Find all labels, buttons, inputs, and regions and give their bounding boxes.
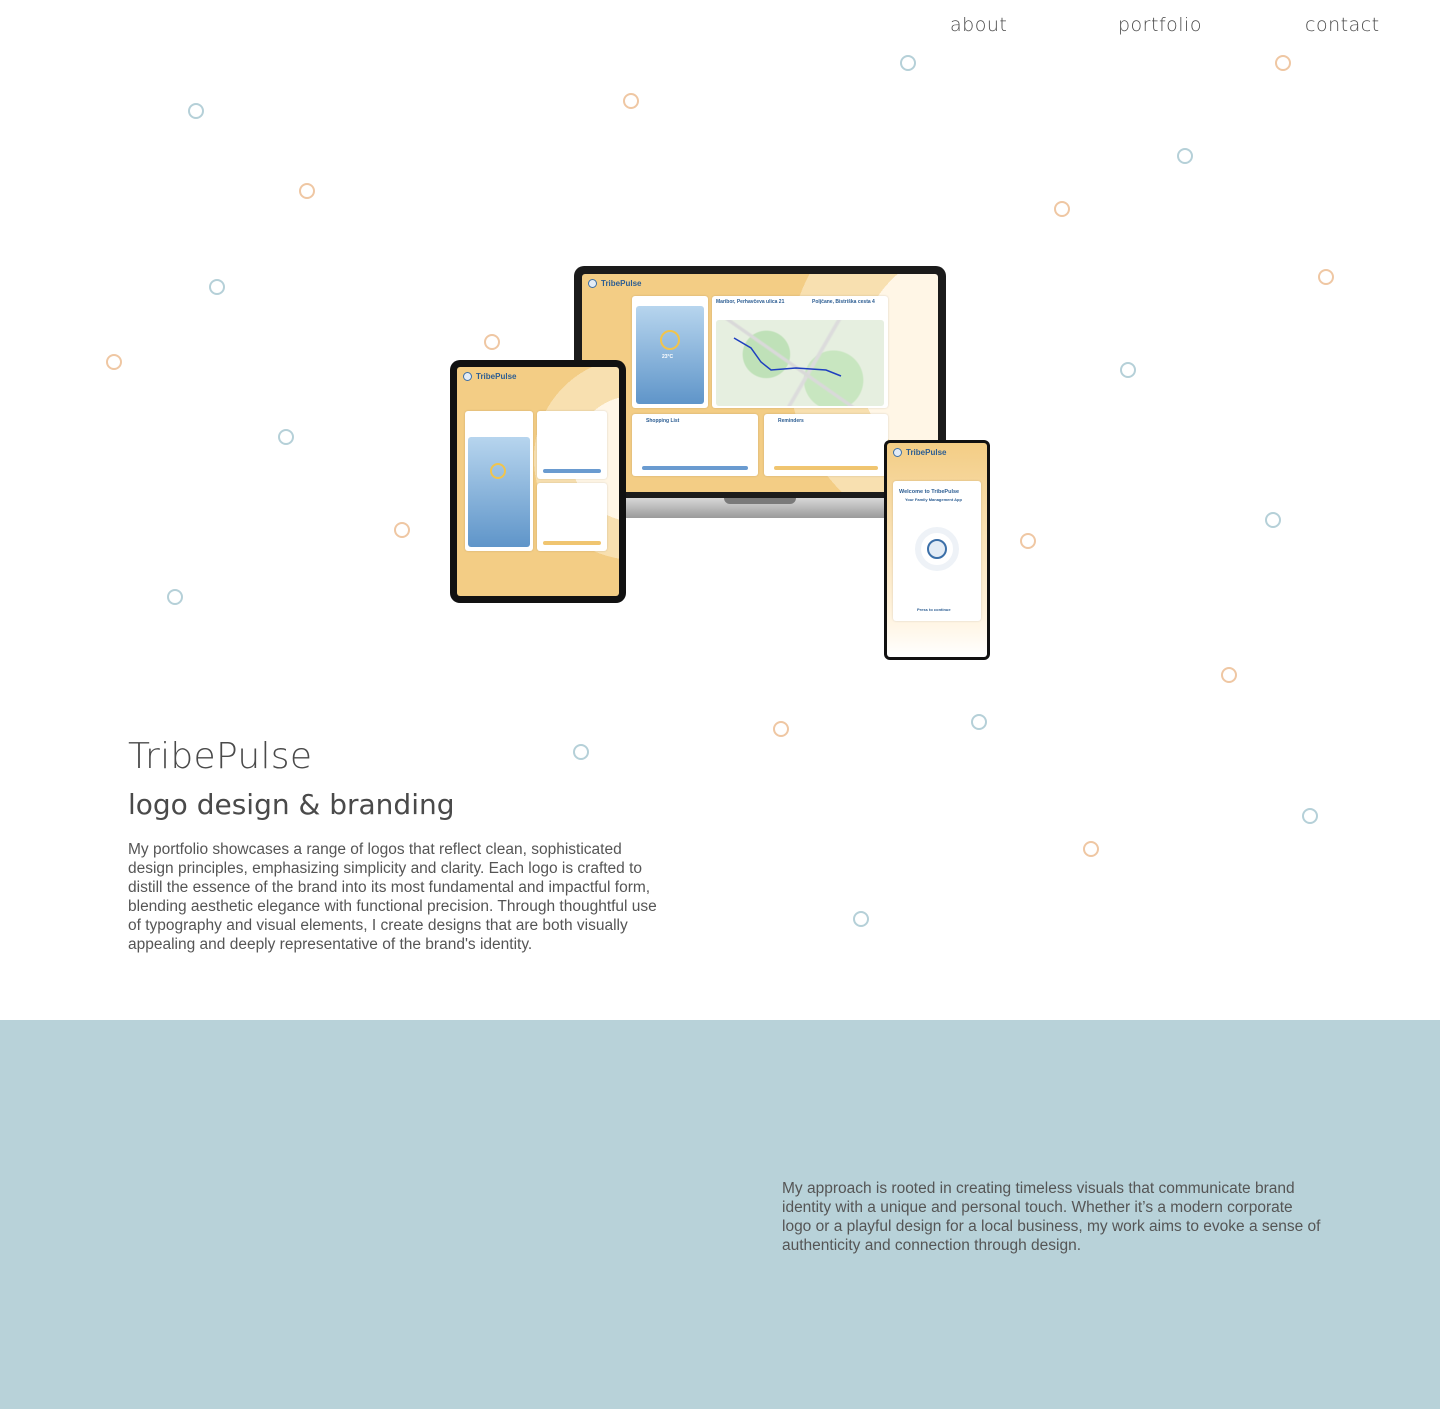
weather-panel [632,296,708,408]
decorative-circle [1275,55,1291,71]
decorative-circle [1318,269,1334,285]
shopping-panel [537,411,607,479]
decorative-circle [299,183,315,199]
weather-card [468,437,530,547]
route-panel [712,296,888,408]
shopping-button-bar [642,466,748,470]
tablet-mockup [450,360,626,603]
shopping-panel [632,414,758,476]
project-subtitle: logo design & branding [128,788,455,821]
route-line [716,320,884,406]
nav-portfolio-link[interactable]: portfolio [1118,14,1202,36]
family-icon [927,539,947,559]
phone-mockup [884,440,990,660]
decorative-circle [1083,841,1099,857]
reminders-panel [537,483,607,551]
decorative-circle [106,354,122,370]
approach-section [0,1020,1440,1409]
app-logo-icon [893,448,902,457]
app-logo-text: TribePulse [476,371,517,381]
decorative-circle [573,744,589,760]
project-title: TribePulse [128,736,313,777]
decorative-circle [1120,362,1136,378]
nav-contact-link[interactable]: contact [1305,14,1380,36]
phone-screen [887,443,987,657]
route-from-label: Maribor, Perhavčeva ulica 21 [716,299,785,305]
continue-label: Press to continue [917,607,951,612]
map-view [716,320,884,406]
welcome-card [893,481,981,621]
weather-card [636,306,704,404]
decorative-circle [1177,148,1193,164]
shopping-title: Shopping List [646,418,680,424]
welcome-title: Welcome to TribePulse [899,489,960,495]
app-logo-text: TribePulse [906,447,947,457]
reminders-button-bar [543,541,601,545]
shopping-button-bar [543,469,601,473]
decorative-circle [971,714,987,730]
decorative-circle [1221,667,1237,683]
decorative-circle [167,589,183,605]
app-logo-icon [463,372,472,381]
reminders-button-bar [774,466,878,470]
decorative-circle [773,721,789,737]
device-mockup-image [450,266,995,666]
welcome-tagline: Your Family Management App [905,497,962,502]
nav-about-link[interactable]: about [950,14,1008,36]
route-to-label: Poljčane, Bistriška cesta 4 [812,299,875,305]
app-logo-icon [588,279,597,288]
decorative-circle [278,429,294,445]
main-nav [0,14,1440,44]
temperature-label: 23°C [662,354,674,360]
app-logo-text: TribePulse [601,278,642,288]
decorative-circle [1020,533,1036,549]
decorative-circle [1054,201,1070,217]
sun-icon [660,330,680,350]
weather-panel [465,411,533,551]
decorative-circle [188,103,204,119]
tablet-screen [457,367,619,596]
app-header [457,367,619,385]
decorative-circle [900,55,916,71]
decorative-circle [853,911,869,927]
app-header [582,274,938,292]
decorative-circle [623,93,639,109]
reminders-panel [764,414,888,476]
decorative-circle [1265,512,1281,528]
sun-icon [490,463,506,479]
decorative-circle [394,522,410,538]
reminders-title: Reminders [778,418,804,424]
decorative-circle [209,279,225,295]
approach-description: My approach is rooted in creating timeless visuals that communicate brand identity with a unique and personal touch. Whether it’s a modern corporate logo or a playful design for a local business, my work aims to evoke a sense of authenticity and connection through design. [782,1180,1321,1254]
decorative-circle [1302,808,1318,824]
project-description: My portfolio showcases a range of logos that reflect clean, sophisticated design principles, emphasizing simplicity and clarity. Each logo is crafted to distill the essence of the brand into its most fundamental and impactful form, blending aesthetic elegance with functional precision. Through thoughtful use of typography and visual elements, I create designs that are both visually appealing and deeply representative of the brand's identity. [128,841,657,953]
app-header [887,443,987,461]
